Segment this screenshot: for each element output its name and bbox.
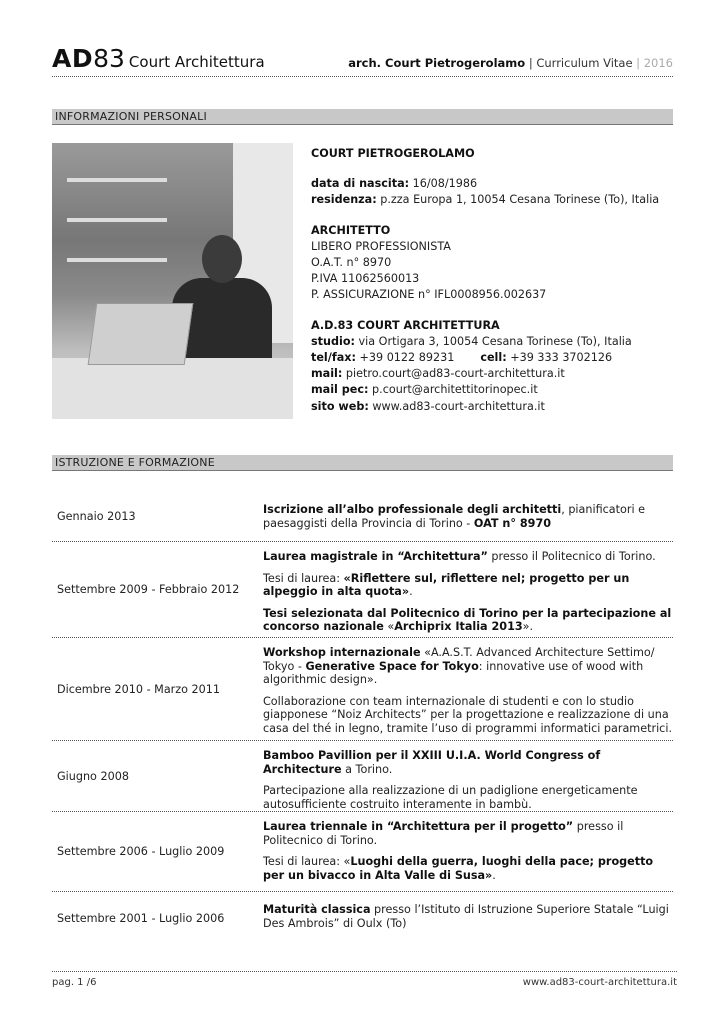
entry-title: Iscrizione all’albo professionale degli architetti: [263, 503, 562, 516]
pec-link[interactable]: p.court@architettitorinopec.it: [368, 383, 538, 397]
entry-highlight: Tesi selezionata dal Politecnico di Torino per la partecipazione al concorso nazionale: [263, 606, 672, 634]
entry-text: ».: [522, 620, 534, 634]
header-year: 2016: [643, 56, 673, 70]
entry-text: Collaborazione con team internazionale di studenti e con lo studio giapponese “Noiz Architects” per la progettazione e realizzazione di una casa del thé in legno, tramite l’uso di programmi informatici parametrici.: [263, 694, 672, 735]
award-name: Archiprix Italia 2013: [394, 620, 523, 634]
entry-text: .: [409, 585, 413, 599]
residence-label: residenza:: [311, 193, 377, 207]
entry-date: Gennaio 2013: [57, 510, 136, 523]
full-name: COURT PIETROGEROLAMO: [311, 147, 475, 160]
entry-text: «: [383, 620, 395, 634]
role-title: ARCHITETTO: [311, 223, 391, 237]
entry-date: Giugno 2008: [57, 769, 129, 783]
name-block: [311, 146, 681, 162]
profession-block: [311, 223, 681, 304]
mail-label: mail:: [311, 367, 343, 381]
education-entry: [52, 892, 673, 944]
website-link[interactable]: www.ad83-court-architettura.it: [368, 399, 545, 413]
entry-text: , pianificatori e paesaggisti della Provincia di Torino -: [263, 503, 646, 530]
birth-value: 16/08/1986: [409, 177, 478, 191]
birth-residence-block: [311, 176, 681, 208]
page-footer: [52, 971, 677, 988]
web-label: sito web:: [311, 399, 369, 413]
page-header: [52, 44, 673, 77]
entry-description: [263, 741, 673, 819]
residence-value: p.zza Europa 1, 10054 Cesana Torinese (To), Italia: [376, 193, 660, 207]
cell-value: +39 333 3702126: [506, 351, 613, 365]
entry-text: Tesi di laurea: «: [263, 855, 351, 869]
header-doc-type: Curriculum Vitae: [536, 56, 633, 70]
tel-label: tel/fax:: [311, 351, 356, 365]
header-separator: |: [525, 56, 537, 70]
studio-name: A.D.83 COURT ARCHITETTURA: [311, 318, 500, 332]
header-separator-2: |: [632, 56, 644, 70]
education-entry: [52, 638, 673, 741]
entry-text: a Torino.: [341, 762, 393, 776]
header-name: arch. Court Pietrogerolamo: [348, 56, 526, 70]
entry-text: .: [492, 868, 496, 882]
entry-title: Laurea magistrale in “Architettura”: [263, 550, 488, 563]
entry-description: [263, 492, 673, 538]
entry-description: [263, 812, 673, 890]
entry-description: [263, 638, 673, 744]
education-entry: [52, 492, 673, 542]
entry-text: presso il Politecnico di Torino.: [487, 550, 656, 563]
entry-text: : innovative use of wood with algorithmic design».: [263, 659, 644, 687]
section-heading-personal: INFORMAZIONI PERSONALI: [52, 109, 673, 125]
role-line: LIBERO PROFESSIONISTA: [311, 239, 451, 253]
logo-number: 83: [93, 44, 125, 73]
thesis-title: Luoghi della guerra, luoghi della pace; progetto per un bivacco in Alta Valle di Susa»: [263, 855, 654, 882]
pec-label: mail pec:: [311, 383, 369, 397]
profile-photo: [52, 143, 293, 419]
role-line: O.A.T. n° 8970: [311, 256, 392, 270]
entry-title: Bamboo Pavillion per il XXIII U.I.A. World Congress of Architecture: [263, 749, 601, 776]
entry-text: Partecipazione alla realizzazione di un padiglione energeticamente autosufficiente costruito interamente in bambù.: [263, 784, 638, 811]
footer-website[interactable]: www.ad83-court-architettura.it: [522, 977, 677, 988]
studio-label: studio:: [311, 334, 355, 348]
entry-date: Settembre 2001 - Luglio 2006: [57, 911, 225, 925]
entry-title: Laurea triennale in “Architettura per il progetto”: [263, 820, 574, 833]
section-heading-education: ISTRUZIONE E FORMAZIONE: [52, 455, 673, 471]
role-line: P. ASSICURAZIONE n° IFL0008956.002637: [311, 288, 547, 302]
entry-title: Workshop internazionale: [263, 646, 421, 659]
logo-ad: AD: [52, 44, 94, 73]
entry-text: «A.A.S.T. Advanced Architecture Settimo/ Tokyo -: [263, 646, 655, 673]
logo-subtitle: Court Architettura: [128, 53, 265, 71]
workshop-name: Generative Space for Tokyo: [305, 659, 479, 673]
entry-description: [263, 542, 673, 642]
entry-date: Settembre 2006 - Luglio 2009: [57, 845, 225, 858]
entry-description: [263, 892, 673, 938]
tel-value: +39 0122 89231: [355, 351, 455, 365]
education-entry: [52, 812, 673, 892]
entry-date: Dicembre 2010 - Marzo 2011: [57, 682, 221, 696]
page-number: pag. 1 /6: [52, 977, 97, 988]
education-list: [52, 492, 673, 944]
entry-text: presso l’Istituto di Istruzione Superiore Statale “Luigi Des Ambrois” di Oulx (To): [263, 903, 669, 930]
entry-highlight: OAT n° 8970: [473, 516, 552, 530]
entry-title: Maturità classica: [263, 903, 371, 916]
entry-text: presso il Politecnico di Torino.: [263, 820, 624, 847]
role-line: P.IVA 11062560013: [311, 272, 420, 286]
thesis-title: «Riflettere sul, riflettere nel; progetto per un alpeggio in alta quota»: [263, 571, 630, 599]
education-entry: [52, 741, 673, 812]
cell-label: cell:: [480, 351, 507, 365]
entry-date: Settembre 2009 - Febbraio 2012: [57, 583, 240, 596]
studio-block: [311, 318, 681, 415]
logo: [52, 44, 265, 73]
birth-label: data di nascita:: [311, 177, 410, 191]
header-title: [348, 56, 673, 70]
personal-info: [311, 146, 681, 429]
mail-link[interactable]: pietro.court@ad83-court-architettura.it: [342, 367, 565, 381]
studio-address: via Ortigara 3, 10054 Cesana Torinese (To), Italia: [354, 334, 632, 348]
education-entry: [52, 542, 673, 638]
entry-text: Tesi di laurea:: [263, 571, 344, 585]
